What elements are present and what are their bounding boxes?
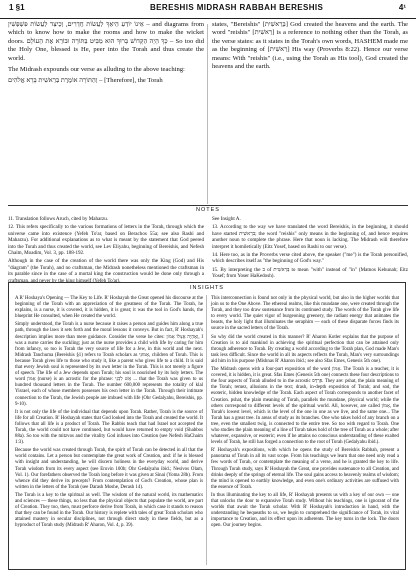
insights-box xyxy=(8,282,406,570)
insight-paragraph: The Torah is a key to the spiritual as well. The wisdom of the natural world, its mathematics and sciences — these things, no less than the physical objects that populate the world, are part of Creation. They too, then, must perforce derive from Torah, in which case it stands to reason that they can be found in the Torah. Our history is replete with tales of great Torah scholars who attained mastery in secular disciplines, not through direct study in these fields, but as a byproduct of Torah study (Midrash R' Aharon, Vol. 4, p. 39). xyxy=(15,492,203,529)
insight-paragraph: It is not only the life of the individual that depends upon Torah. Rather, Torah is the source of life for all Creation. R' Hoshayah states that God looked into the Torah and created the world. It follows that all life is a product of Torah. The Rabbis teach that had Israel not accepted the Torah, the world could not have continued, but would have returned to empty void (Shabbos 88a). So too with the mitzvos and the vitality God infuses into Creation (see Nefesh HaChaim 1:3). xyxy=(15,409,203,446)
note-item: 15. By interpreting the ב of בְּרֵאשִׁית to mean "with" instead of "in" (Matnos Kehunah; Eitz Yosef; from Yoser HaKedosh). xyxy=(212,266,408,280)
insights-right-column xyxy=(211,296,399,531)
main-text-left-column xyxy=(8,21,204,89)
insights-divider xyxy=(206,295,207,565)
insight-paragraph: Because the world was created through Torah, the spirit of Torah can be detected in all that the world contains. Let a person but contemplate the great work of Creation, and: if he is blessed with insight and understanding, he will discern holiness in the everyday world, and derive Torah wisdom from its every aspect (see Eruvin 100b; Ohr Gedalyahu ibid.; Nesivos Olam, Vol. 1). Our forefathers observed the Torah long before it was given at Sinai (Yoma 28b). From whence did they derive its precepts? From contemplation of God's Creation, whose plan is written in the letters of the Torah (see Darash Moshe, Derash 14). xyxy=(15,448,203,490)
note-item: 12. This refers specifically to the various formations of letters in the Torah, through which the universe came into existence (Yefeh To'ar, based on Berachos 55a; see also Rashi and Maharzu). For additional explanations as to what is meant by the statement that God peered into the Torah and thus created the world, see Lev Eliyahu, beginning of Bereishis, and Nefesh Chaim, Moadim, Vol. 3, pp. 188-192. xyxy=(8,224,204,257)
insights-left-column xyxy=(15,296,203,531)
page-number-right: 4¹ xyxy=(398,3,406,12)
insight-paragraph: The Midrash opens with a four-part exposition of the word אָמוֹן. The Torah is a teacher, it is covered, it is hidden, it is great. Sfas Emes (Genesis 5th one) connects these four descriptions to the four aspects of Torah alluded to in the acrostic פַּרְדֵּס. They are: pshat, the plain meaning of the Torah; remez, allusions in the text; drash, in-depth exposition of Torah; and sod, the esoteric, hidden knowledge of the Torah. Each aspect of Torah corresponds to another facet of Creation. pshat, the plain meaning of Torah, parallels the mundane, physical world; while the others correspond to different levels of the spiritual world. All, however, are called אָמוֹן, the Torah's lowest level, which is the level of the one in one as we live, and the same one... The Torah has a great tree. In areas of study as its branches. One who takes hold of any branch on a tree, even the smallest twig, is connected to the entire tree. So too with regard to Torah. One who studies the plain meaning of a line of Torah takes hold of the tree of Torah as a whole; after whatever, expansive, or esoteric; even if he attains no conscious understanding of these exalted levels of Torah, he still has forged a connection to the root of Torah (Gedalyahu ibid.). xyxy=(211,367,399,446)
insights-heading: INSIGHTS xyxy=(190,285,224,291)
main-paragraph: וְהַתּוֹרָה אוֹמֶרֶת בְּרֵאשִׁית בָּרָא אֱלֹהִים – [Therefore], the Torah xyxy=(8,77,163,85)
page-header xyxy=(0,0,416,19)
note-item: See Insight A. xyxy=(212,216,241,222)
running-title: BERESHIS MIDRASH RABBAH BERESHIS xyxy=(150,3,324,12)
main-paragraph: The Midrash expounds our verse as alluding to the above teaching: xyxy=(8,66,185,74)
notes-left-column xyxy=(8,216,204,286)
insight-paragraph: This interconnection is found not only in the physical world, but also in the higher worlds that join us to the One Above. The ethereal realms, like this mundane one, were created through the Torah, and they too draw sustenance from its continued study. The words of the Torah give life to every world. The quiet vigor of burgeoning greenery, the radiant energy that animates the beasts, the holy light that illuminates the seraphim — each of these disparate forces finds its source in the sacred letters of the Torah. xyxy=(211,296,399,332)
insight-paragraph: Simply understood, the Torah is a nurse because it raises a person and guides him along a true path, through the laws it sets forth and the moral lessons it conveys. But in fact, R' Hoshayah's description implies more than mere guidance. Consider the verse he cites: וָאֶהְיֶה אֶצְלוֹ אָמוֹן, I was a nurse carries the suckling; just as the nurse provides a child with life by caring for him from infancy, so too is Torah the very source of life for a Jew, in this world and the next. Midrash Tanchuma (Bereishis §1) refers to Torah scholars as אֵמוּנַי, children of Torah. This is because Torah gives life to those who study it, like a parent who gives life to a child. It is said that every Jewish soul is represented by its own letter in the Torah. This is not merely a figure of speech. The life of a Jew depends upon Torah; his soul is nourished by its holy letters. The word אָמוֹן (nurse) is an acrostic for the phrase: אֵשׁ לִבְנֵי ... that the Torah was given to us hundred thousand letters in the Torah. The number 600,000 represents the totality of klal Yisrael, each of whose members possesses his own letter in the Torah. Through their intimate connection to the Torah, the Jewish people are imbued with life (Ohr Gedalyahu, Bereishis, pp. 9-10). xyxy=(15,322,203,407)
note-item: 14. Here too, as in the Proverbs verse cited above, the speaker ("me") is the Torah personified, which describes itself as "the beginning of God's way." xyxy=(212,252,408,265)
insight-paragraph: A R' Hoshaya's Opening — The Key to Life. R' Hoshayah the Great opened his discourse at the beginning of the Torah with an appreciation of the greatness of the Torah. The Torah, he explains, is a nurse, it is covered, it is hidden, it is great; it was the tool in God's hands, the blueprint He consulted, when He created the world. xyxy=(15,296,203,320)
insight-paragraph: R' Hoshayah's expositions, with which he opens the study of Bereishis Rabbah, present a panorama of Torah in all its vast scope. From his teachings we learn that one need only read a few words of Torah, or contemplate the meaning of a verse, and he is granted the key to life. Through Torah study, says R' Hoshayah the Great, one provides sustenance to all Creation, and drinks deeply of the springs of eternal life. The soul gains access to heavenly realms of wisdom; the mind is opened to earthly knowledge, and even one's ordinary activities are suffused with the essence of Torah. xyxy=(211,448,400,490)
notes-right-column xyxy=(212,216,408,282)
note-item: Although in the case of the creation of the world there was only the King (God) and His "diagram" (the Torah), and no craftsman, the Midrash nonetheless mentioned the craftsman in its parable since in the case of a mortal king the construction would be done only through a craftsman, and never by the king himself (Yefeh To'ar). xyxy=(8,258,204,284)
main-paragraph: states, "Bereishis" [בְּרֵאשִׁית] God created the heavens and the earth. The word "reishis" [רֵאשִׁית] is a reference to nothing other than the Torah, as the verse states: as it states in the Torah's own words, HASHEM made me as the beginning of [רֵאשִׁית] His way (Proverbs 8:22). Hence our verse means: With "reishis" (i.e., using the Torah as His tool), God created the heavens and the earth. xyxy=(212,21,409,71)
main-text-right-column xyxy=(212,21,408,74)
note-item: 11. Translation follows Aruch, cited by Maharzu. xyxy=(8,216,109,222)
main-paragraph: אֵינוֹ יוֹדֵעַ הֵיאַךְ לַעֲשׂוֹת חֲדָרִים, וְכֵיצַד לַעֲשׂוֹת פִּשְׁפְּשִׁין – and diagrams from which to know how to make the rooms and how to make the wicket doors. כָּךְ הָיָה הַקָּדוֹשׁ בָּרוּךְ הוּא מַבִּיט בַּתּוֹרָה וּבוֹרֵא אֶת הָעוֹלָם – So too did the Holy One, blessed is He, peer into the Torah and thus create the world. xyxy=(8,21,205,62)
notes-heading: NOTES xyxy=(8,205,408,214)
column-divider xyxy=(207,24,208,204)
insight-paragraph: In thus illuminating the key to all life, R' Hoshayah presents us with a key of our own — one that unlocks the door to expansive Torah study. Without his teachings, one is ignorant of the worlds that await the Torah scholar. With R' Hoshayah's introduction in hand, with the understanding he bequeaths to us, we begin to comprehend the significance of Torah, its vital importance to Creation, and its effect upon its adherents. The key turns in the lock. The doors open. Our journey begins. xyxy=(211,492,399,529)
page-number-left: 1 §1 xyxy=(9,3,25,12)
insight-paragraph: So why did the world created in this manner? R' Aharon Kotler explains that the purpose of Creation is to aid mankind in achieving the spiritual perfection that can be attained only through adherence to Torah. By creating a world according to the Torah plan, God made Man's task less difficult. Since the world in all its aspects reflects the Torah, Man's very surroundings aid him in his purpose (Mishnas R' Aharon ibid.; see also Sfas Emes, Genesis 5th one). xyxy=(211,334,399,364)
note-item: 13. According to the way we have translated the word Bereishis, in the beginning, it should have started ברֵאשִׁית; the word "reishis" only means in the beginning of, and hence requires another noun to complete the phrase. Here that noun is lacking. The Midrash will therefore interpret it homiletically (Eitz Yosef, based on Rashi to our verse). xyxy=(212,224,408,250)
